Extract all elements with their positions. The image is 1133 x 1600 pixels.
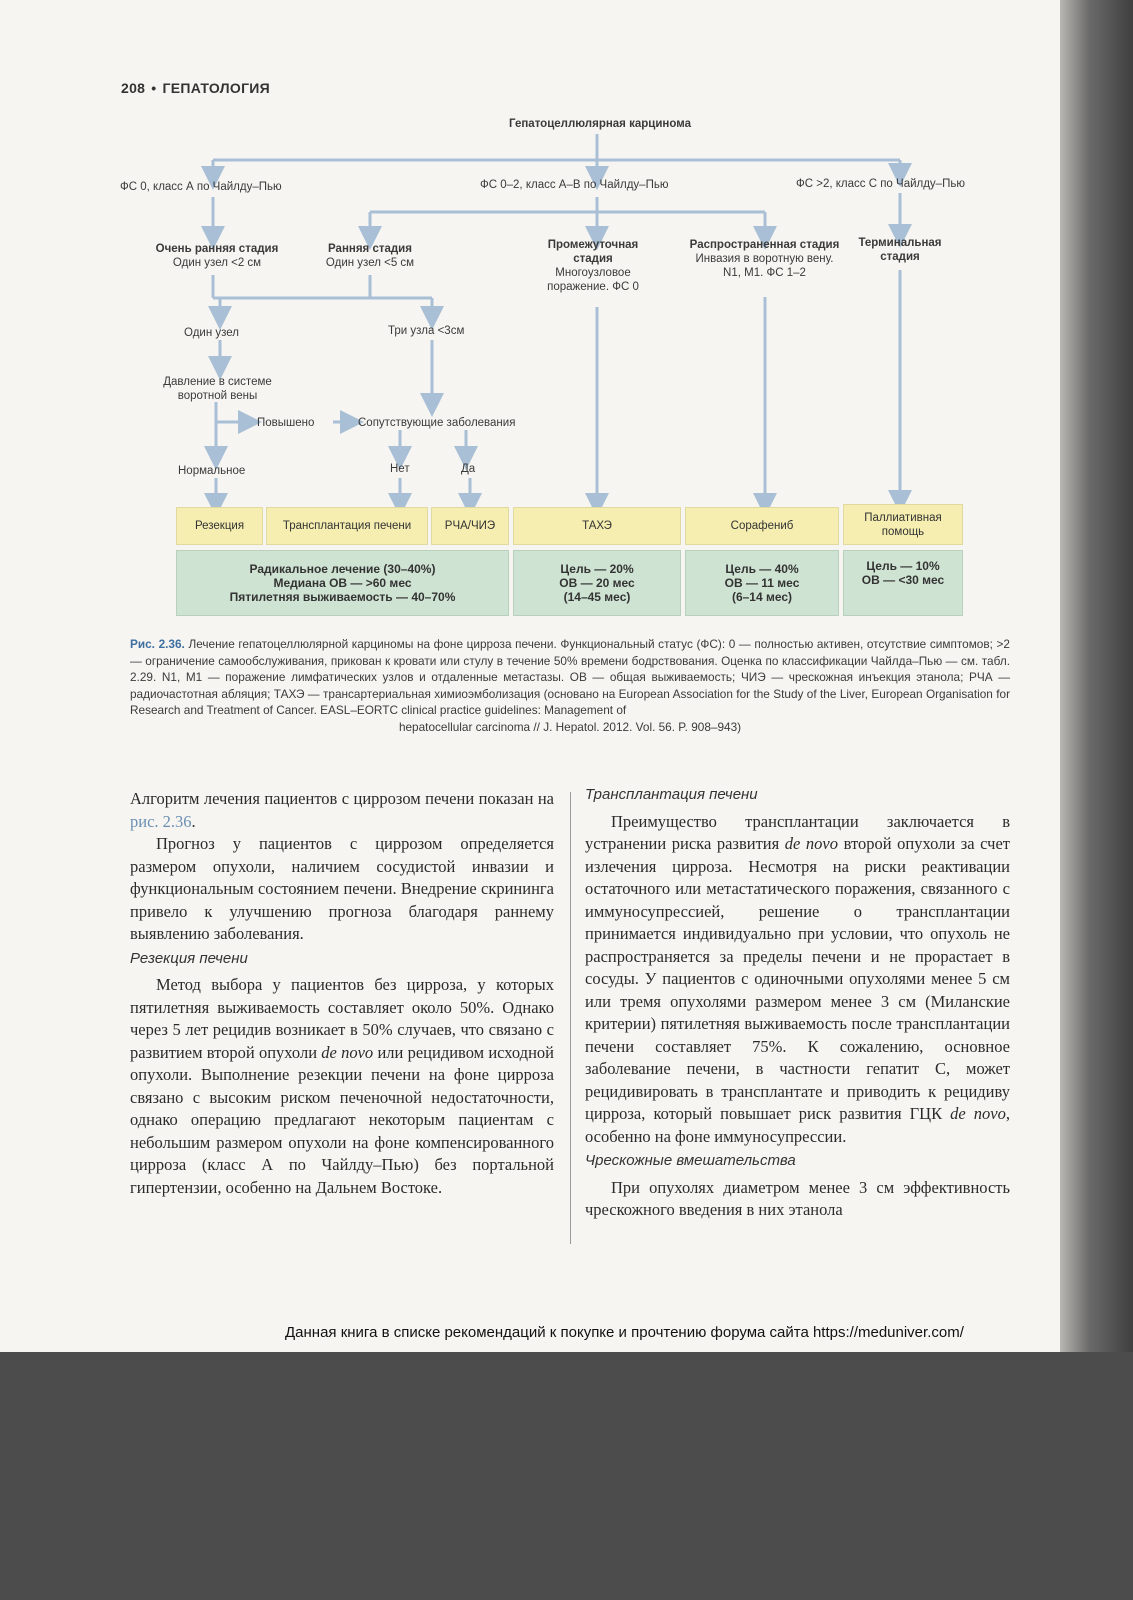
node-increased: Повышено — [257, 417, 315, 429]
subheading-transplant: Трансплантация печени — [585, 786, 758, 803]
page-edge-shadow — [1060, 0, 1133, 1352]
node-yes: Да — [461, 463, 476, 475]
paragraph: При опухолях диаметром менее 3 см эффективность чрескожного введения в них этанола — [585, 1177, 1010, 1219]
node-portal-pressure: Давление в системе воротной вены — [163, 376, 272, 402]
subheading-resection: Резекция печени — [130, 949, 248, 967]
node-comorbidities: Сопутствующие заболевания — [358, 417, 516, 429]
branch-fs2-c: ФС >2, класс С по Чайлду–Пью — [796, 178, 965, 190]
figure-caption — [130, 636, 1010, 736]
outcome-radical: Радикальное лечение (30–40%) Медиана ОВ — >60 мес Пятилетняя выживаемость — 40–70% — [176, 550, 509, 616]
figure-label: Рис. 2.36. — [130, 637, 185, 651]
figure-link[interactable]: рис. 2.36 — [130, 811, 192, 831]
stage-terminal: Терминальная стадия — [858, 237, 942, 263]
stage-early: Ранняя стадия Один узел <5 см — [325, 243, 415, 269]
column-divider — [570, 792, 571, 1244]
page-number: 208 — [121, 80, 146, 96]
caption-text: Лечение гепатоцеллюлярной карциномы на фоне цирроза печени. Функциональный статус (ФС): 0 — полностью активен, отсутствие симптомов; >2 — ограничение самообслуживания, прикован к кровати или стулу в течение 50% времени бодрствования. Оценка по классификации Чайлда–Пью — см. табл. 2.29. N1, M1 — поражение лимфатических узлов и отдаленные метастазы. ОВ — общая выживаемость; ЧИЭ — чрескожная инъекция этанола; РЧА — радиочастотная абляция; ТАХЭ — трансартериальная химиоэмболизация (основано на European Association for the Study of the Liver, European Organisation for Research and Treatment of Cancer. EASL–EORTC clinical practice guidelines: Management of — [130, 637, 1010, 718]
watermark-footer: Данная книга в списке рекомендаций к покупке и прочтению форума сайта https://meduniver.com/ — [285, 1324, 964, 1341]
node-normal: Нормальное — [178, 465, 246, 477]
subheading-percutaneous: Чрескожные вмешательства — [585, 1152, 796, 1169]
paragraph: Прогноз у пациентов с циррозом определяется размером опухоли, наличием сосудистой инвазии и функциональным состоянием печени. Внедрение скрининга привело к улучшению прогноза благодаря раннему выявлению заболевания. — [130, 834, 554, 943]
treatment-tace: ТАХЭ — [513, 507, 681, 545]
treatment-transplant: Трансплантация печени — [266, 507, 428, 545]
stage-intermediate: Промежуточная стадия Многоузловое поражение. ФС 0 — [547, 239, 639, 293]
node-no: Нет — [390, 463, 410, 475]
scan-background — [0, 1352, 1133, 1600]
outcome-palliative: Цель — 10% ОВ — <30 мес — [843, 550, 963, 616]
outcome-tace: Цель — 20% ОВ — 20 мес (14–45 мес) — [513, 550, 681, 616]
branch-fs0-a: ФС 0, класс А по Чайлду–Пью — [120, 181, 282, 193]
paragraph: Преимущество трансплантации заключается в устранении риска развития de novo второй опухоли за счет излечения цирроза. Несмотря на риски реактивации остаточного или метастатического поражения, связанного с иммуносупрессией, решение о трансплантации принимается индивидуально при условии, что опухоль не распространяется за пределы печени и не прорастает в сосуды. У пациентов с одиночными опухолями менее 5 см или тремя опухолями размером менее 3 см (Миланские критерии) пятилетняя выживаемость после трансплантации печени составляет 75%. К сожалению, основное заболевание печени, в частности гепатит С, может рецидивировать в трансплантате и приводить к рецидиву цирроза, который повышает риск развития ГЦК de novo, особенно на фоне иммуносупрессии. — [585, 811, 1010, 1146]
treatment-resection: Резекция — [176, 507, 263, 545]
branch-fs0-2-ab: ФС 0–2, класс А–В по Чайлду–Пью — [480, 179, 669, 191]
node-three-nodules: Три узла <3см — [388, 325, 465, 337]
left-column — [130, 788, 554, 1199]
paragraph: Алгоритм лечения пациентов с циррозом печени показан на рис. 2.36. — [130, 789, 554, 831]
treatment-flowchart — [0, 0, 1060, 640]
paragraph: Метод выбора у пациентов без цирроза, у которых пятилетняя выживаемость составляет около 50%. Однако через 5 лет рецидив возникает в 50% случаев, что связано с развитием второй опухоли de novo или рецидивом исходной опухоли. Выполнение резекции печени на фоне цирроза связано с высоким риском печеночной недостаточности, однако операцию предлагают некоторым пациентам с небольшим размером опухоли на фоне компенсированного цирроза (класс А по Чайлду–Пью) без портальной гипертензии, особенно на Дальнем Востоке. — [130, 975, 554, 1197]
node-one-nodule: Один узел — [184, 327, 239, 339]
section-title: ГЕПАТОЛОГИЯ — [162, 80, 271, 96]
treatment-palliative: Паллиативная помощь — [843, 504, 963, 545]
stage-very-early: Очень ранняя стадия Один узел <2 см — [155, 243, 279, 269]
running-header: 208 • ГЕПАТОЛОГИЯ — [121, 80, 271, 96]
outcome-sorafenib: Цель — 40% ОВ — 11 мес (6–14 мес) — [685, 550, 839, 616]
root-node: Гепатоцеллюлярная карцинома — [509, 118, 691, 130]
treatment-sorafenib: Сорафениб — [685, 507, 839, 545]
stage-advanced: Распространенная стадия Инвазия в воротную вену. N1, M1. ФС 1–2 — [689, 239, 840, 279]
right-column — [585, 782, 1010, 1222]
treatment-rfa-pei: РЧА/ЧИЭ — [431, 507, 509, 545]
caption-last-line: hepatocellular carcinoma // J. Hepatol. 2012. Vol. 56. P. 908–943) — [398, 719, 742, 734]
